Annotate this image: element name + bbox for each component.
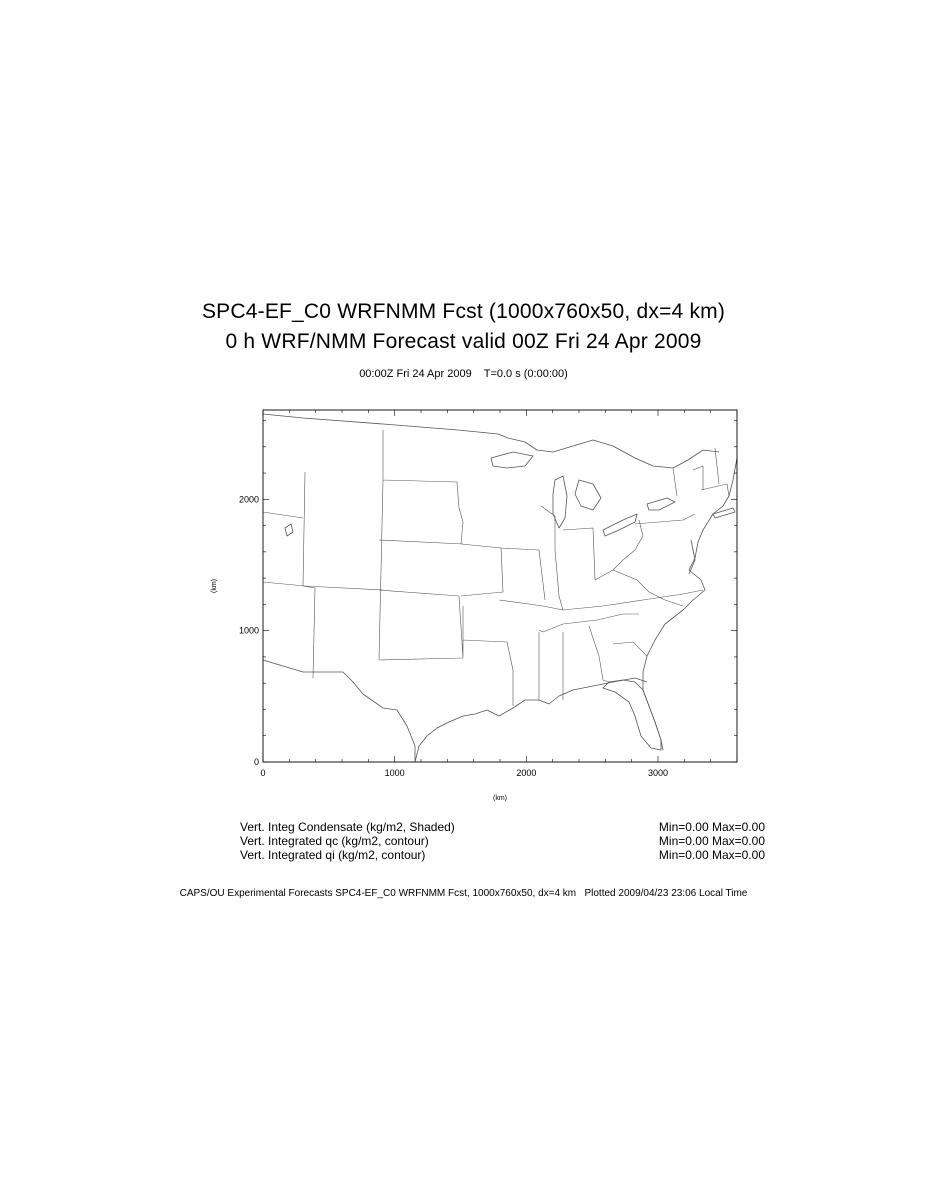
- us-canada-border: [263, 414, 719, 468]
- y-tick-label: 2000: [238, 494, 259, 505]
- us-mexico-border: [263, 660, 415, 762]
- x-tick-label: 0: [260, 768, 266, 778]
- state-lines: [263, 430, 729, 706]
- x-tick-label: 1000: [384, 768, 405, 778]
- plot-footer-credit: CAPS/OU Experimental Forecasts SPC4-EF_C0 WRFNMM Fcst, 1000x760x50, dx=4 km Plotted 2009/04/23 23:06 Local Time: [179, 888, 748, 899]
- legend-minmax: Min=0.00 Max=0.00: [658, 834, 765, 848]
- y-axis-tick-labels: [239, 494, 259, 767]
- lake-huron: [575, 480, 601, 510]
- legend-minmax: Min=0.00 Max=0.00: [658, 820, 765, 834]
- map-outlines: [263, 414, 737, 762]
- legend-minmax: Min=0.00 Max=0.00: [658, 848, 765, 862]
- long-island: [713, 508, 735, 518]
- y-tick-label: 0: [253, 757, 259, 767]
- lake-superior: [491, 452, 533, 468]
- axis-ticks: [263, 410, 737, 762]
- lake-erie: [603, 514, 637, 536]
- lake-ontario: [647, 498, 675, 510]
- y-axis-label: (km): [211, 579, 218, 593]
- plot-subtitle-time: 00:00Z Fri 24 Apr 2009 T=0.0 s (0:00:00): [359, 368, 568, 380]
- legend-label: Vert. Integ Condensate (kg/m2, Shaded): [240, 820, 455, 834]
- florida: [603, 680, 661, 750]
- x-tick-label: 3000: [647, 768, 669, 778]
- forecast-map-plot: [200, 400, 745, 810]
- east-coastline: [643, 458, 737, 750]
- x-axis-label: (km): [493, 795, 507, 802]
- x-axis-tick-labels: [260, 768, 668, 778]
- gulf-coastline: [415, 678, 647, 762]
- plot-title-line-2: 0 h WRF/NMM Forecast valid 00Z Fri 24 Apr 2009: [225, 330, 702, 353]
- legend-row-condensate: [240, 820, 765, 834]
- y-tick-label: 1000: [238, 625, 259, 636]
- legend-row-qi: [240, 848, 765, 862]
- legend-row-qc: [240, 834, 765, 848]
- great-salt-lake: [285, 524, 293, 536]
- legend-label: Vert. Integrated qc (kg/m2, contour): [240, 834, 429, 848]
- x-tick-label: 2000: [516, 768, 537, 778]
- plot-title-line-1: SPC4-EF_C0 WRFNMM Fcst (1000x760x50, dx=4 km): [201, 300, 726, 323]
- plot-frame: [263, 410, 737, 762]
- legend-label: Vert. Integrated qi (kg/m2, contour): [240, 848, 426, 862]
